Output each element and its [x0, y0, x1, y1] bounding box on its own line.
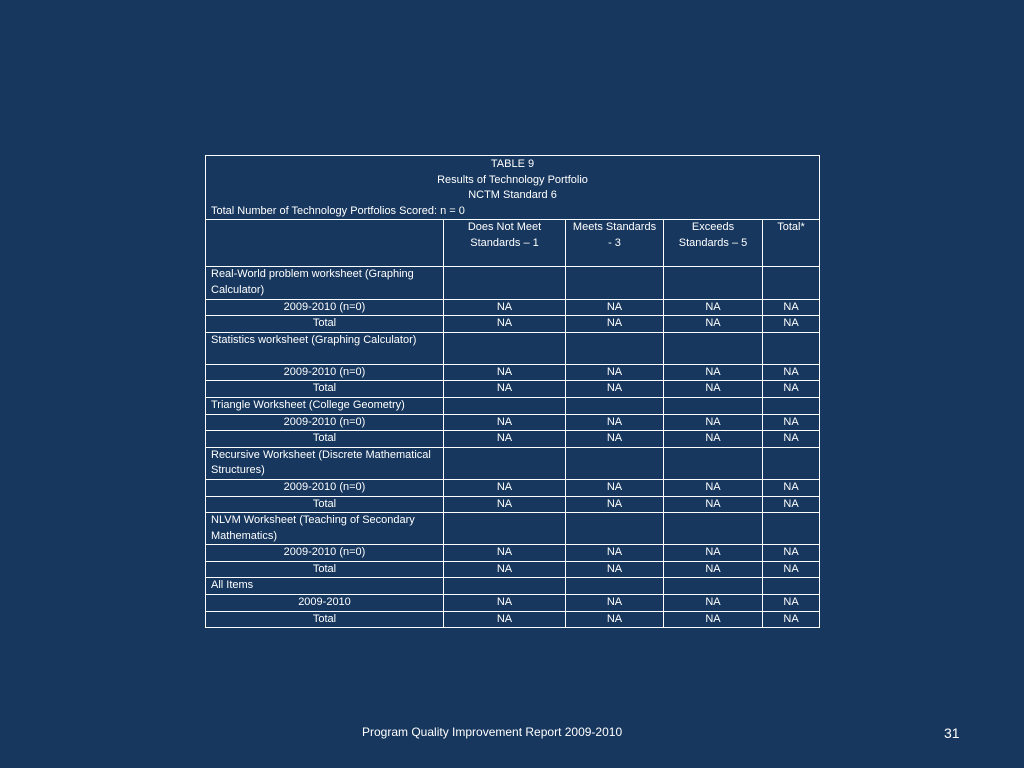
table-cell [763, 578, 820, 595]
table-cell [444, 332, 566, 364]
section-label: NLVM Worksheet (Teaching of Secondary Mathematics) [206, 513, 444, 545]
table-cell [566, 397, 664, 414]
table-cell: NA [664, 431, 763, 448]
table-row [206, 561, 820, 578]
table-cell: NA [566, 414, 664, 431]
table-cell: NA [444, 545, 566, 562]
page-number: 31 [944, 725, 960, 741]
table-row [206, 397, 820, 414]
header-does-not-meet: Does Not Meet Standards – 1 [444, 220, 566, 267]
table-cell [664, 332, 763, 364]
table-cell [763, 332, 820, 364]
table-row [206, 316, 820, 333]
portfolio-count: Total Number of Technology Portfolios Scored: n = 0 [206, 204, 820, 220]
table-cell [444, 267, 566, 299]
table-cell: NA [664, 364, 763, 381]
table-cell: NA [444, 381, 566, 398]
row-label: 2009-2010 (n=0) [206, 299, 444, 316]
section-label: Triangle Worksheet (College Geometry) [206, 397, 444, 414]
table-cell [664, 267, 763, 299]
table-row [206, 479, 820, 496]
table-cell: NA [566, 381, 664, 398]
table-cell: NA [664, 595, 763, 612]
row-label: Total [206, 611, 444, 628]
header-total: Total* [763, 220, 820, 267]
table-cell: NA [566, 595, 664, 612]
table-cell [763, 447, 820, 479]
table-row [206, 381, 820, 398]
table-cell: NA [566, 611, 664, 628]
table-cell: NA [664, 299, 763, 316]
table-cell: NA [566, 479, 664, 496]
row-label: Total [206, 316, 444, 333]
table-row [206, 299, 820, 316]
table-cell [763, 267, 820, 299]
table-cell [566, 267, 664, 299]
table-cell: NA [444, 611, 566, 628]
table-cell: NA [664, 561, 763, 578]
table-row [206, 267, 820, 299]
table-cell: NA [664, 316, 763, 333]
table-cell [664, 397, 763, 414]
row-label: Total [206, 561, 444, 578]
section-label: Statistics worksheet (Graphing Calculator) [206, 332, 444, 364]
count-row [206, 204, 820, 220]
section-label: All Items [206, 578, 444, 595]
table-cell: NA [763, 479, 820, 496]
header-blank [206, 220, 444, 267]
row-label: 2009-2010 (n=0) [206, 414, 444, 431]
section-label: Real-World problem worksheet (Graphing Calculator) [206, 267, 444, 299]
table-cell [763, 397, 820, 414]
table-row [206, 578, 820, 595]
table-title [206, 156, 820, 204]
table-row [206, 447, 820, 479]
table-cell: NA [763, 381, 820, 398]
table-cell: NA [566, 496, 664, 513]
table-cell: NA [566, 316, 664, 333]
results-table [205, 155, 820, 628]
table-row [206, 364, 820, 381]
table-cell: NA [444, 496, 566, 513]
table-cell: NA [444, 595, 566, 612]
header-meets: Meets Standards - 3 [566, 220, 664, 267]
table-cell: NA [444, 479, 566, 496]
table-cell: NA [444, 561, 566, 578]
table-cell: NA [444, 431, 566, 448]
section-label: Recursive Worksheet (Discrete Mathematical Structures) [206, 447, 444, 479]
table-cell: NA [763, 496, 820, 513]
table-cell: NA [444, 414, 566, 431]
table-cell: NA [566, 561, 664, 578]
table-row [206, 595, 820, 612]
table-cell [444, 397, 566, 414]
title-line: TABLE 9 [490, 158, 535, 170]
table-cell [444, 578, 566, 595]
table-cell: NA [566, 299, 664, 316]
table-cell [444, 447, 566, 479]
table-cell: NA [763, 561, 820, 578]
table-cell [444, 513, 566, 545]
row-label: Total [206, 496, 444, 513]
table-cell: NA [566, 364, 664, 381]
table-row [206, 545, 820, 562]
table-cell: NA [763, 595, 820, 612]
table-cell: NA [664, 545, 763, 562]
table-cell: NA [763, 611, 820, 628]
row-label: Total [206, 381, 444, 398]
table-cell: NA [566, 431, 664, 448]
table-cell [566, 578, 664, 595]
row-label: Total [206, 431, 444, 448]
table-cell [664, 513, 763, 545]
table-cell: NA [763, 316, 820, 333]
table-row [206, 414, 820, 431]
row-label: 2009-2010 (n=0) [206, 545, 444, 562]
row-label: 2009-2010 (n=0) [206, 364, 444, 381]
table-cell: NA [763, 545, 820, 562]
header-exceeds: Exceeds Standards – 5 [664, 220, 763, 267]
header-row [206, 220, 820, 267]
table-cell [566, 447, 664, 479]
table-cell: NA [444, 364, 566, 381]
table-cell: NA [763, 431, 820, 448]
table-cell: NA [664, 479, 763, 496]
title-line: Results of Technology Portfolio [437, 173, 588, 186]
table-row [206, 431, 820, 448]
table-row [206, 332, 820, 364]
table-cell: NA [763, 414, 820, 431]
table-cell: NA [664, 496, 763, 513]
table-cell [566, 332, 664, 364]
title-row [206, 156, 820, 204]
table-cell: NA [664, 414, 763, 431]
table-cell: NA [444, 299, 566, 316]
table-cell: NA [664, 381, 763, 398]
table-row [206, 611, 820, 628]
table-row [206, 513, 820, 545]
title-line: NCTM Standard 6 [468, 189, 557, 202]
table-cell [566, 513, 664, 545]
row-label: 2009-2010 (n=0) [206, 479, 444, 496]
table-cell [664, 447, 763, 479]
table-cell: NA [763, 299, 820, 316]
table-cell: NA [566, 545, 664, 562]
table-cell: NA [664, 611, 763, 628]
table-cell: NA [763, 364, 820, 381]
footer-text: Program Quality Improvement Report 2009-2010 [362, 725, 623, 739]
table-row [206, 496, 820, 513]
row-label: 2009-2010 [206, 595, 444, 612]
table-cell [664, 578, 763, 595]
table-cell [763, 513, 820, 545]
table-cell: NA [444, 316, 566, 333]
